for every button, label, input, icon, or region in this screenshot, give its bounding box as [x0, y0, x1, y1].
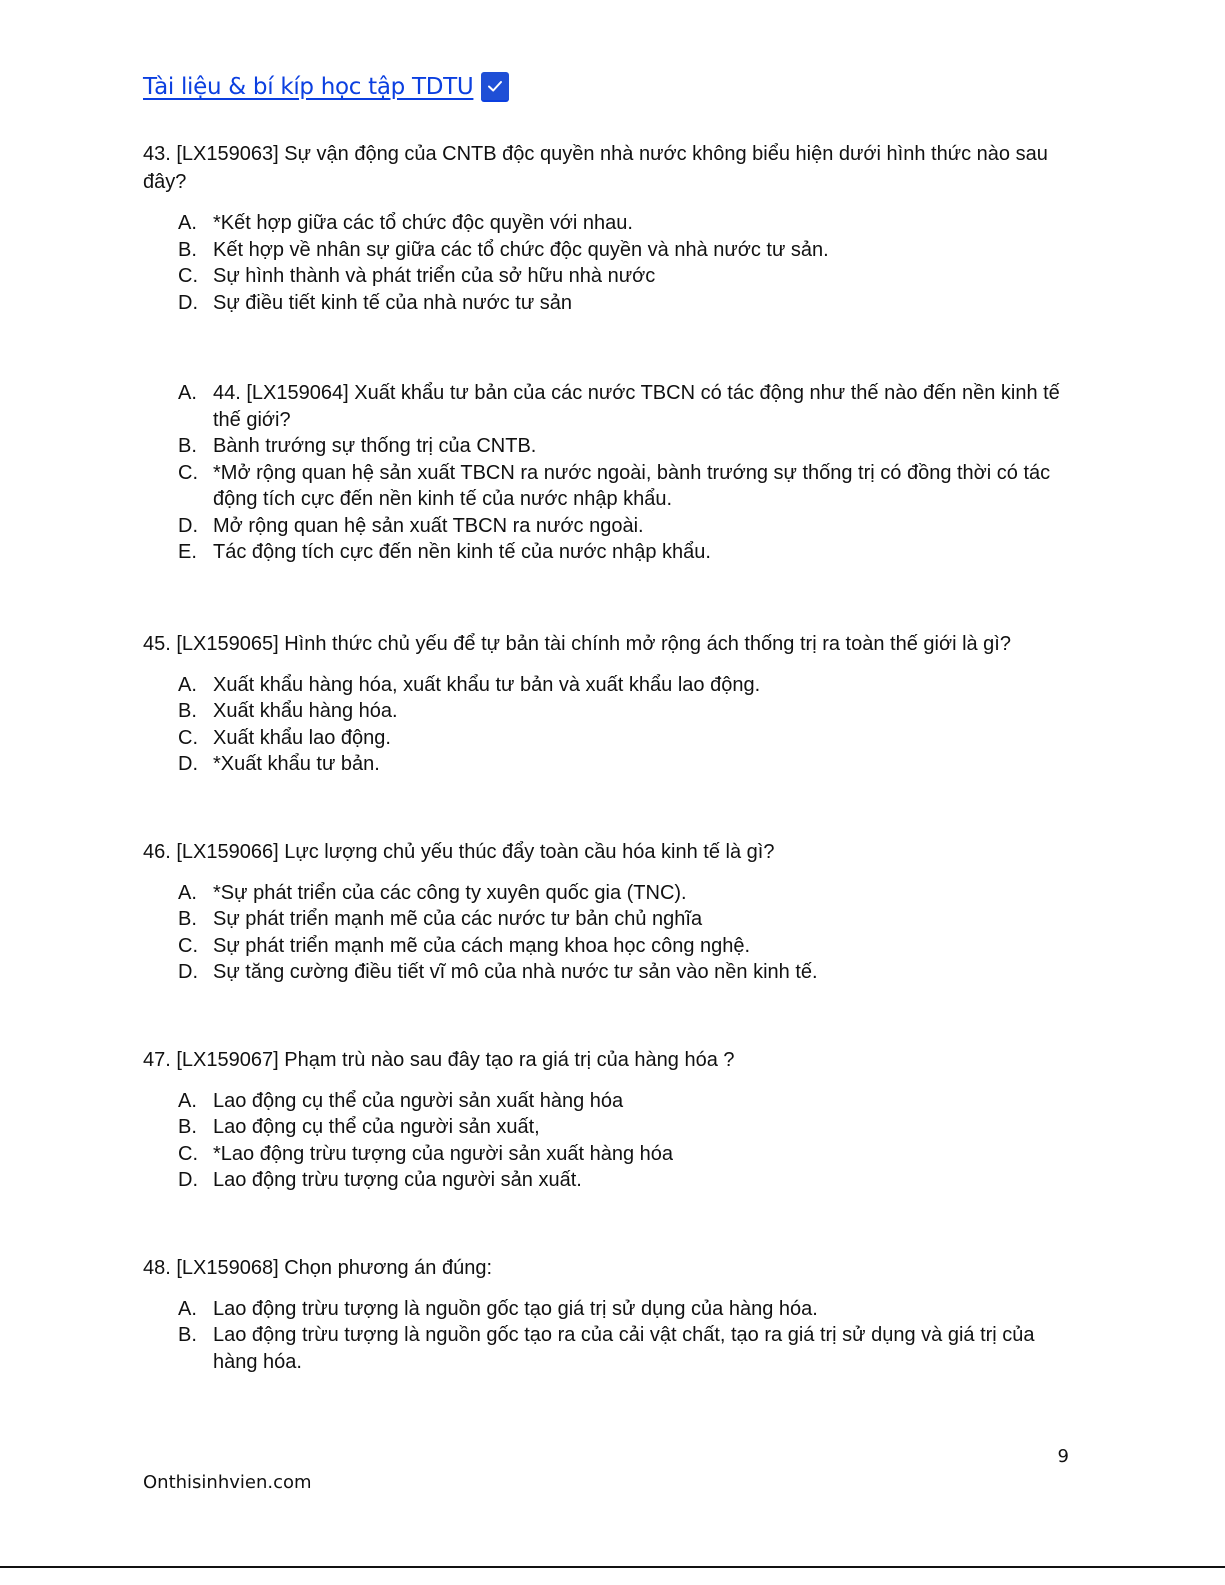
option-letter: D.	[178, 1169, 198, 1191]
question-47	[143, 1046, 1078, 1194]
spacer	[143, 316, 1078, 380]
option-text: Lao động trừu tượng của người sản xuất.	[213, 1169, 582, 1191]
option-text: *Lao động trừu tượng của người sản xuất hàng hóa	[213, 1142, 674, 1165]
option-item	[178, 460, 1078, 513]
footer-site: Onthisinhvien.com	[143, 1472, 312, 1493]
option-item	[178, 1141, 1078, 1168]
header-link[interactable]: Tài liệu & bí kíp học tập TDTU	[143, 74, 474, 100]
option-text: Xuất khẩu hàng hóa, xuất khẩu tư bản và xuất khẩu lao động.	[213, 673, 761, 696]
option-text: Sự tăng cường điều tiết vĩ mô của nhà nước tư sản vào nền kinh tế.	[213, 961, 818, 983]
option-letter: B.	[178, 1324, 197, 1346]
question-43	[143, 140, 1078, 316]
option-letter: A.	[178, 1297, 197, 1320]
option-item	[178, 672, 1078, 699]
spacer	[143, 1194, 1078, 1254]
option-text: Tác động tích cực đến nền kinh tế của nước nhập khẩu.	[213, 541, 711, 563]
question-46	[143, 838, 1078, 986]
bottom-rule	[0, 1566, 1225, 1568]
option-letter: B.	[178, 1116, 197, 1138]
question-48	[143, 1254, 1078, 1376]
question-text: 45. [LX159065] Hình thức chủ yếu để tự bản tài chính mở rộng ách thống trị ra toàn thế giới là gì?	[143, 632, 1011, 655]
option-item	[178, 1296, 1078, 1323]
option-letter: C.	[178, 1142, 198, 1165]
question-text: 47. [LX159067] Phạm trù nào sau đây tạo ra giá trị của hàng hóa ?	[143, 1048, 735, 1071]
option-item	[178, 539, 1078, 566]
option-letter: D.	[178, 291, 198, 314]
option-text: Kết hợp về nhân sự giữa các tổ chức độc quyền và nhà nước tư sản.	[213, 238, 829, 261]
option-item	[178, 433, 1078, 460]
option-item	[178, 906, 1078, 933]
option-letter: C.	[178, 726, 198, 749]
option-letter: B.	[178, 908, 197, 930]
option-item	[178, 380, 1078, 433]
option-list	[143, 1296, 1078, 1376]
option-item	[178, 725, 1078, 752]
option-text: 44. [LX159064] Xuất khẩu tư bản của các nước TBCN có tác động như thế nào đến nền kinh tế thế giới?	[213, 382, 1060, 431]
option-item	[178, 959, 1078, 986]
option-text: Lao động trừu tượng là nguồn gốc tạo giá trị sử dụng của hàng hóa.	[213, 1297, 818, 1320]
option-letter: D.	[178, 961, 198, 983]
option-item	[178, 1088, 1078, 1115]
option-list	[143, 880, 1078, 986]
option-text: Xuất khẩu hàng hóa.	[213, 700, 398, 722]
option-list	[143, 210, 1078, 316]
question-text: 43. [LX159063] Sự vận động của CNTB độc quyền nhà nước không biểu hiện dưới hình thức nào sau đây?	[143, 143, 1048, 193]
option-letter: A.	[178, 382, 197, 404]
option-letter: C.	[178, 461, 198, 484]
option-text: Sự phát triển mạnh mẽ của cách mạng khoa học công nghệ.	[213, 934, 751, 957]
option-text: Sự hình thành và phát triển của sở hữu nhà nước	[213, 265, 656, 287]
option-item	[178, 933, 1078, 960]
spacer	[143, 778, 1078, 838]
question-list	[143, 140, 1078, 1375]
option-letter: B.	[178, 435, 197, 457]
option-item	[178, 237, 1078, 264]
option-item	[178, 263, 1078, 290]
option-item	[178, 698, 1078, 725]
option-text: *Kết hợp giữa các tổ chức độc quyền với nhau.	[213, 212, 633, 234]
option-text: *Sự phát triển của các công ty xuyên quốc gia (TNC).	[213, 881, 687, 904]
option-letter: C.	[178, 265, 198, 287]
header	[143, 72, 509, 102]
option-item	[178, 1114, 1078, 1141]
option-letter: D.	[178, 753, 198, 775]
check-box-icon	[481, 72, 509, 102]
option-letter: A.	[178, 212, 197, 234]
option-item	[178, 1322, 1078, 1375]
question-text: 48. [LX159068] Chọn phương án đúng:	[143, 1256, 493, 1279]
option-text: Sự điều tiết kinh tế của nhà nước tư sản	[213, 291, 573, 314]
option-item	[178, 513, 1078, 540]
option-text: Lao động cụ thể của người sản xuất hàng hóa	[213, 1089, 624, 1112]
option-item	[178, 880, 1078, 907]
option-letter: A.	[178, 881, 197, 904]
option-letter: B.	[178, 700, 197, 722]
option-text: Lao động trừu tượng là nguồn gốc tạo ra của cải vật chất, tạo ra giá trị sử dụng và giá trị của hàng hóa.	[213, 1324, 1035, 1373]
option-letter: D.	[178, 514, 198, 537]
question-text: 46. [LX159066] Lực lượng chủ yếu thúc đẩy toàn cầu hóa kinh tế là gì?	[143, 840, 775, 863]
option-text: Bành trướng sự thống trị của CNTB.	[213, 435, 537, 457]
option-letter: A.	[178, 1089, 197, 1112]
option-text: Lao động cụ thể của người sản xuất,	[213, 1116, 540, 1138]
question-44	[143, 380, 1078, 566]
option-letter: A.	[178, 673, 197, 696]
option-item	[178, 1167, 1078, 1194]
option-item	[178, 751, 1078, 778]
option-list	[143, 672, 1078, 778]
option-list	[143, 1088, 1078, 1194]
option-letter: E.	[178, 541, 197, 563]
option-letter: B.	[178, 238, 197, 261]
option-letter: C.	[178, 934, 198, 957]
option-item	[178, 290, 1078, 317]
option-item	[178, 210, 1078, 237]
page-number: 9	[1057, 1446, 1069, 1467]
spacer	[143, 566, 1078, 630]
question-45	[143, 630, 1078, 778]
option-text: Xuất khẩu lao động.	[213, 726, 391, 749]
spacer	[143, 986, 1078, 1046]
option-text: Sự phát triển mạnh mẽ của các nước tư bản chủ nghĩa	[213, 908, 703, 930]
option-text: *Mở rộng quan hệ sản xuất TBCN ra nước ngoài, bành trướng sự thống trị có đồng thời có tác động tích cực đến nền kinh tế của nước nhập khẩu.	[213, 461, 1051, 510]
option-text: Mở rộng quan hệ sản xuất TBCN ra nước ngoài.	[213, 514, 644, 537]
option-text: *Xuất khẩu tư bản.	[213, 753, 380, 775]
option-list	[143, 380, 1078, 566]
